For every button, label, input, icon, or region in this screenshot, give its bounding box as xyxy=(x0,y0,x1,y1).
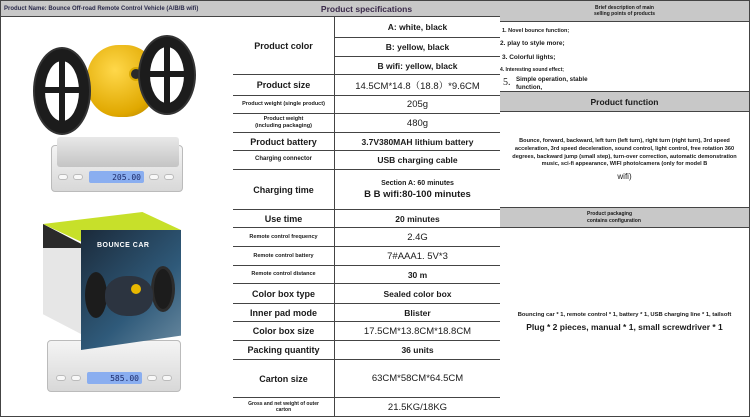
spec-value-text: 3.7V380MAH lithium battery xyxy=(361,136,474,147)
car-wheel-left xyxy=(33,47,91,135)
spec-value-text: 205g xyxy=(406,99,429,110)
spec-value xyxy=(335,360,501,398)
spec-value xyxy=(335,304,501,322)
scale-button xyxy=(162,375,172,381)
car-on-scale-photo xyxy=(1,17,233,200)
scale-button xyxy=(147,375,157,381)
spec-label xyxy=(233,398,335,417)
scale-button xyxy=(56,375,66,381)
selling-points-list xyxy=(500,22,750,92)
spec-value-text: 30 m xyxy=(407,269,428,280)
packaging-header xyxy=(500,208,750,228)
scale-display xyxy=(87,372,142,384)
packaging-contents-line2: Plug * 2 pieces, manual * 1, small screwdriver * 1 xyxy=(526,322,723,332)
scale-button xyxy=(71,375,81,381)
spec-label xyxy=(233,133,335,151)
spec-value xyxy=(335,57,501,75)
spec-label xyxy=(233,75,335,96)
spec-value xyxy=(335,38,501,57)
selling-points-header xyxy=(500,0,750,22)
spec-value-text: Blister xyxy=(404,307,431,318)
specs-header-text: Product specifications xyxy=(320,3,413,14)
selling-points-header-line1: Brief description of main xyxy=(595,4,654,11)
spec-label-text: Gross and net weight of outer carton xyxy=(248,400,319,413)
spec-value-text: 480g xyxy=(406,117,429,129)
scale-base xyxy=(47,340,181,392)
spec-label xyxy=(233,17,335,75)
packaging-contents xyxy=(500,228,750,417)
spec-label-text: Carton size xyxy=(259,373,308,384)
spec-value xyxy=(335,228,501,247)
spec-label-text: Remote control battery xyxy=(253,252,314,259)
spec-value-text: 63CM*58CM*64.5CM xyxy=(371,373,464,384)
spec-label xyxy=(233,322,335,341)
packaging-contents-line1: Bouncing car * 1, remote control * 1, battery * 1, USB charging line * 1, tailsoft xyxy=(517,312,732,318)
car-wheel-right xyxy=(138,35,196,115)
spec-label xyxy=(233,266,335,284)
spec-label-text: Inner pad mode xyxy=(249,307,317,318)
spec-label xyxy=(233,151,335,170)
spec-label-text: Product color xyxy=(254,40,313,51)
scale-button xyxy=(149,174,159,180)
spec-label-text: Remote control distance xyxy=(251,271,316,278)
spec-value xyxy=(335,96,501,114)
spec-value-text: A: white, black xyxy=(387,22,448,32)
spec-label xyxy=(233,228,335,247)
spec-value-text: 17.5CM*13.8CM*18.8CM xyxy=(363,325,472,337)
spec-value xyxy=(335,247,501,266)
product-function-text: Bounce, forward, backward, left turn (left turn), right turn (right turn), 3rd speed acceleration, 3rd speed deceleration, sound control, light control, free rotation 360 degrees, backward jump (small step), turn-over correction, automatic demonstration music, sci-fi appearance, WIFI photo/camera (only for model B xyxy=(512,138,737,168)
spec-label-text: Packing quantity xyxy=(247,345,320,355)
selling-point-item: 4. Interesting sound effect; xyxy=(500,67,564,73)
scale-display xyxy=(89,171,144,183)
scale-button xyxy=(58,174,68,180)
spec-value-text: B: yellow, black xyxy=(385,42,450,52)
selling-point-item: 3. Colorful lights; xyxy=(502,54,556,61)
scale-button xyxy=(73,174,83,180)
spec-label-text: Product size xyxy=(256,80,311,90)
box-on-scale-photo xyxy=(1,200,233,416)
spec-value-text: 21.5KG/18KG xyxy=(387,401,448,413)
selling-point-item: 2. play to style more; xyxy=(500,40,565,47)
packaging-header-line1: Product packaging xyxy=(587,211,633,217)
product-function-body xyxy=(500,112,750,208)
spec-value-text: 20 minutes xyxy=(395,213,440,224)
selling-point-item: function, xyxy=(516,84,543,91)
selling-points-header-line2: selling points of products xyxy=(593,11,656,17)
spec-value-text: 7#AAA1. 5V*3 xyxy=(387,250,448,262)
spec-value-text: USB charging cable xyxy=(377,155,458,165)
spec-label-text: Product weight (including packaging) xyxy=(255,116,312,129)
product-name: Product Name: Bounce Off-road Remote Control Vehicle (A/B/B wifi) xyxy=(4,5,199,12)
selling-point-item: 1. Novel bounce function; xyxy=(502,28,570,34)
box-side-face xyxy=(43,224,81,334)
box-car-light xyxy=(131,284,141,294)
spec-value xyxy=(335,322,501,341)
spec-value xyxy=(335,341,501,360)
spec-label xyxy=(233,247,335,266)
spec-label xyxy=(233,170,335,210)
spec-label-text: Use time xyxy=(264,213,303,224)
spec-label-text: Color box type xyxy=(251,288,315,299)
spec-value xyxy=(335,114,501,133)
spec-label-text: Remote control frequency xyxy=(249,233,318,240)
spec-value xyxy=(335,75,501,96)
selling-point-item: Simple operation, stable xyxy=(516,76,588,83)
spec-label-text: Product weight (single product) xyxy=(242,101,325,108)
selling-point-number: 5. xyxy=(503,77,511,88)
spec-value xyxy=(335,210,501,228)
spec-value xyxy=(335,284,501,304)
box-car-wheel-right xyxy=(151,266,175,312)
product-name-header xyxy=(0,0,234,17)
spec-value xyxy=(335,133,501,151)
spec-label-text: Charging time xyxy=(253,184,314,195)
specs-header xyxy=(233,0,501,17)
spec-label xyxy=(233,341,335,360)
scale-platform xyxy=(57,137,179,167)
spec-label-text: Product battery xyxy=(250,136,317,147)
spec-value xyxy=(335,398,501,417)
scale-button xyxy=(164,174,174,180)
spec-label-text: Color box size xyxy=(252,326,315,336)
spec-label xyxy=(233,284,335,304)
spec-value xyxy=(335,151,501,170)
box-car-body xyxy=(105,276,153,316)
box-car-wheel-left xyxy=(85,272,107,318)
product-function-header-text: Product function xyxy=(590,96,659,107)
spec-value xyxy=(335,170,501,210)
scale-reading: 205.00 xyxy=(112,172,141,182)
spec-value-text: Section A: 60 minutes xyxy=(381,179,454,187)
spec-label xyxy=(233,360,335,398)
spec-label xyxy=(233,210,335,228)
spec-value-text: B wifi: yellow, black xyxy=(377,60,458,71)
spec-value-text: 14.5CM*14.8（18.8）*9.6CM xyxy=(355,81,480,92)
spec-value-text: Sealed color box xyxy=(383,288,452,299)
product-function-header xyxy=(500,92,750,112)
spec-label xyxy=(233,96,335,114)
spec-value xyxy=(335,17,501,38)
spec-value-text: 2.4G xyxy=(407,231,428,243)
spec-value-text: 36 units xyxy=(401,345,434,355)
spec-label xyxy=(233,114,335,133)
product-function-tail: wifi) xyxy=(617,171,632,181)
packaging-header-line2: contains configuration xyxy=(587,217,641,224)
scale-reading: 585.00 xyxy=(110,373,139,383)
spec-value-text: B B wifi:80-100 minutes xyxy=(364,188,471,200)
spec-label xyxy=(233,304,335,322)
spec-label-text: Charging connector xyxy=(254,156,312,163)
product-images-panel xyxy=(0,17,234,417)
spec-value xyxy=(335,266,501,284)
box-brand-label: BOUNCE CAR xyxy=(97,242,150,249)
